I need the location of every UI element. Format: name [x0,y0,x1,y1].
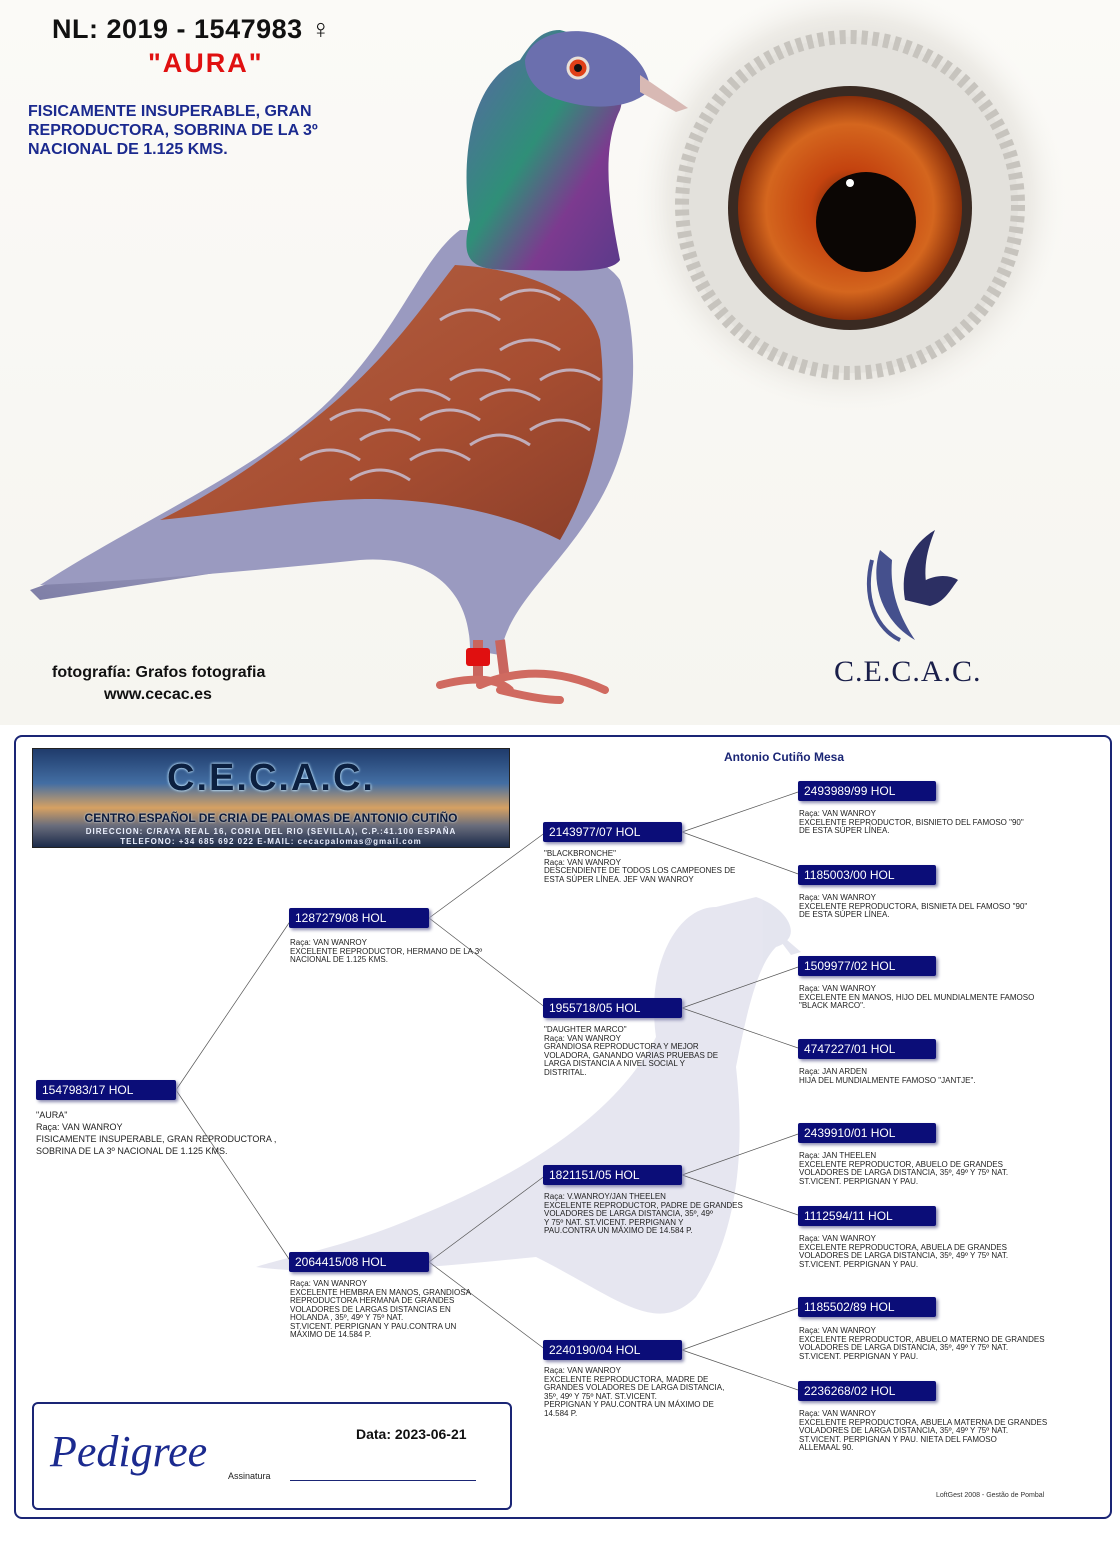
sire-sire-info: "BLACKBRONCHE" Raça: VAN WANROY DESCENDIENTE DE TODOS LOS CAMPEONES DE ESTA SÚPER LÍNEA. JEF VAN WANROY [544,849,736,884]
ddd-ring: 2236268/02 HOL [798,1381,936,1401]
dam-sire-ring: 1821151/05 HOL [543,1165,682,1185]
sds-info: Raça: VAN WANROY EXCELENTE EN MANOS, HIJO DEL MUNDIALMENTE FAMOSO "BLACK MARCO". [799,984,1035,1010]
ddd-info: Raça: VAN WANROY EXCELENTE REPRODUCTORA, ABUELA MATERNA DE GRANDES VOLADORES DE LARGA DISTANCIA, 35º, 49º Y 75º NAT. ST.VICENT. PERPIGNAN Y PAU. NIETA DEL FAMOSO ALLEMAAL 90. [799,1409,1048,1452]
banner-phone: TELEFONO: +34 685 692 022 E-MAIL: cecacpalomas@gmail.com [120,837,422,846]
dss-info: Raça: JAN THEELEN EXCELENTE REPRODUCTOR, ABUELO DE GRANDES VOLADORES DE LARGA DISTANCIA, 35º, 49º Y 75º NAT. ST.VICENT. PERPIGNAN Y PAU. [799,1151,1009,1186]
dss-ring: 2439910/01 HOL [798,1123,936,1143]
banner-subtitle: CENTRO ESPAÑOL DE CRIA DE PALOMAS DE ANTONIO CUTIÑO [84,811,458,825]
photo-credit: fotografía: Grafos fotografia [52,664,266,681]
sire-sire-ring: 2143977/07 HOL [543,822,682,842]
banner-address: DIRECCION: C/RAYA REAL 16, CORIA DEL RIO (SEVILLA), C.P.:41.100 ESPAÑA [85,827,457,836]
subject-info: "AURA" Raça: VAN WANROY FISICAMENTE INSUPERABLE, GRAN REPRODUCTORA , SOBRINA DE LA 3º NACIONAL DE 1.125 KMS. [36,1110,277,1156]
dds-ring: 1185502/89 HOL [798,1297,936,1317]
dam-dam-info: Raça: VAN WANROY EXCELENTE REPRODUCTORA, MADRE DE GRANDES VOLADORES DE LARGA DISTANCIA, 35º, 49º Y 75º NAT. ST.VICENT. PERPIGNAN Y PAU.CONTRA UN MÁXIMO DE 14.584 P. [544,1366,725,1418]
banner-title: C.E.C.A.C. [167,757,375,799]
ssd-ring: 1185003/00 HOL [798,865,936,885]
pigeon-feet [440,674,605,700]
showcase-panel [0,0,1120,725]
dsd-info: Raça: VAN WANROY EXCELENTE REPRODUCTORA, ABUELA DE GRANDES VOLADORES DE LARGA DISTANCIA, 35º, 49º Y 75º NAT. ST.VICENT. PERPIGNAN Y PAU. [799,1234,1009,1269]
ssd-info: Raça: VAN WANROY EXCELENTE REPRODUCTORA, BISNIETA DEL FAMOSO "90" DE ESTA SÚPER LÍNEA. [799,893,1028,919]
dam-sire-info: Raça: V.WANROY/JAN THEELEN EXCELENTE REPRODUCTOR, PADRE DE GRANDES VOLADORES DE LARGA DISTANCIA, 35º, 49º Y 75º NAT. ST.VICENT. PERPIGNAN Y PAU.CONTRA UN MÁXIMO DE 14.584 P. [544,1192,743,1235]
pigeon-name-title: "AURA" [148,48,264,78]
sdd-ring: 4747227/01 HOL [798,1039,936,1059]
sdd-info: Raça: JAN ARDEN HIJA DEL MUNDIALMENTE FAMOSO "JANTJE". [799,1067,976,1085]
eye-pupil [816,172,916,272]
cecac-banner [32,748,510,848]
sire-info: Raça: VAN WANROY EXCELENTE REPRODUCTOR, HERMANO DE LA 3º NACIONAL DE 1.125 KMS. [290,938,483,964]
dam-info: Raça: VAN WANROY EXCELENTE HEMBRA EN MANOS, GRANDIOSA REPRODUCTORA HERMANA DE GRANDES VOLADORES DE LARGAS DISTANCIAS EN HOLANDA , 35º, 49º Y 75º NAT. ST.VICENT. PERPIGNAN Y PAU.CONTRA UN MÁXIMO DE 14.584 P. [290,1279,471,1339]
pedigree-date: Data: 2023-06-21 [356,1426,467,1442]
ring-number-title: NL: 2019 - 1547983 ♀ [52,14,332,44]
pedigree-footer-box [32,1402,512,1510]
dam-ring: 2064415/08 HOL [289,1252,429,1272]
leg-ring [466,648,490,666]
sds-ring: 1509977/02 HOL [798,956,936,976]
dsd-ring: 1112594/11 HOL [798,1206,936,1226]
pedigree-sheet [14,735,1112,1519]
sss-ring: 2493989/99 HOL [798,781,936,801]
cecac-logo-text: C.E.C.A.C. [834,655,982,688]
signature-line [290,1480,476,1481]
dam-dam-ring: 2240190/04 HOL [543,1340,682,1360]
pigeon-description: FISICAMENTE INSUPERABLE, GRAN REPRODUCTORA, SOBRINA DE LA 3º NACIONAL DE 1.125 KMS. [28,103,318,158]
cecac-logo-icon [869,530,958,640]
owner-name: Antonio Cutiño Mesa [724,750,844,764]
sss-info: Raça: VAN WANROY EXCELENTE REPRODUCTOR, BISNIETO DEL FAMOSO "90" DE ESTA SÚPER LÍNEA. [799,809,1024,835]
software-credit: LoftGest 2008 - Gestão de Pombal [936,1492,1045,1499]
signature-label: Assinatura [228,1471,271,1481]
sire-ring: 1287279/08 HOL [289,908,429,928]
dds-info: Raça: VAN WANROY EXCELENTE REPRODUCTOR, ABUELO MATERNO DE GRANDES VOLADORES DE LARGA DISTANCIA, 35º, 49º Y 75º NAT. ST.VICENT. PERPIGNAN Y PAU. [799,1326,1045,1361]
pedigree-script-title: Pedigree [50,1427,208,1476]
pigeon-wing [160,265,603,540]
website-text: www.cecac.es [104,686,212,703]
sire-dam-info: "DAUGHTER MARCO" Raça: VAN WANROY GRANDIOSA REPRODUCTORA Y MEJOR VOLADORA, GANANDO VARIAS PRUEBAS DE LARGA DISTANCIA A NIVEL SOCIAL Y DISTRITAL. [544,1025,719,1077]
sire-dam-ring: 1955718/05 HOL [543,998,682,1018]
subject-ring: 1547983/17 HOL [36,1080,176,1100]
